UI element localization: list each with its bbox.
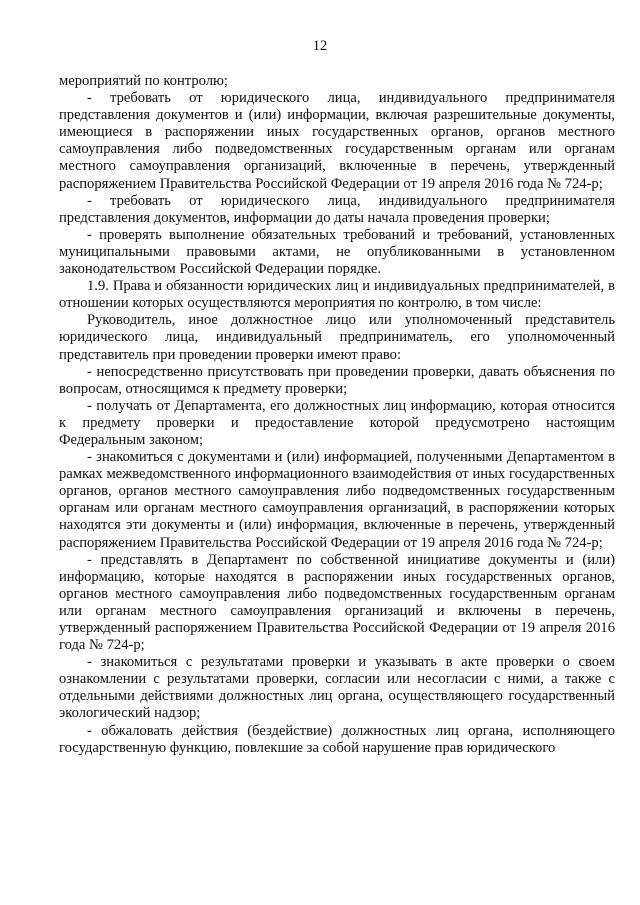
section-heading-paragraph: 1.9. Права и обязанности юридических лиц и индивидуальных предпринимателей, в отношении которых осуществляются мероприятия по контролю, в том числе: (59, 278, 615, 312)
paragraph: - требовать от юридического лица, индивидуального предпринимателя представления документов, информации до даты начала проведения проверки; (59, 192, 615, 226)
paragraph: - получать от Департамента, его должностных лиц информацию, которая относится к предмету проверки и предоставление которой предусмотрено настоящим Федеральным законом; (59, 397, 615, 448)
paragraph: - обжаловать действия (бездействие) должностных лиц органа, исполняющего государственную функцию, повлекшие за собой нарушение прав юридического (59, 722, 615, 756)
paragraph: - непосредственно присутствовать при проведении проверки, давать объяснения по вопросам, относящимся к предмету проверки; (59, 363, 615, 397)
paragraph: - знакомиться с результатами проверки и указывать в акте проверки о своем ознакомлении с результатами проверки, согласии или несогласии с ними, а также с отдельными действиями должностных лиц органа, осуществляющего государственный экологический надзор; (59, 654, 615, 722)
paragraph: - представлять в Департамент по собственной инициативе документы и (или) информацию, которые находятся в распоряжении иных государственных органов, органов местного самоуправления либо подведомственных государственным органам или органам местного самоуправления организаций и включены в перечень, утвержденный распоряжением Правительства Российской Федерации от 19 апреля 2016 года № 724-р; (59, 551, 615, 654)
document-body (59, 73, 615, 757)
paragraph: - требовать от юридического лица, индивидуального предпринимателя представления документов и (или) информации, включая разрешительные документы, имеющиеся в распоряжении иных государственных органов, органов местного самоуправления либо подведомственных государственным органам или органам местного самоуправления организаций, включенные в перечень, утвержденный распоряжением Правительства Российской Федерации от 19 апреля 2016 года № 724-р; (59, 90, 615, 192)
paragraph: - знакомиться с документами и (или) информацией, полученными Департаментом в рамках межведомственного информационного взаимодействия от иных государственных органов, органов местного самоуправления либо подведомственных государственным органам или органам местного самоуправления организаций, в распоряжении которых находятся эти документы и (или) информация, включенные в перечень, утвержденный распоряжением Правительства Российской Федерации от 19 апреля 2016 года № 724-р; (59, 449, 615, 551)
paragraph: Руководитель, иное должностное лицо или уполномоченный представитель юридического лица, индивидуальный предприниматель, его уполномоченный представитель при проведении проверки имеют право: (59, 312, 615, 363)
paragraph: - проверять выполнение обязательных требований и требований, установленных муниципальными правовыми актами, не опубликованными в установленном законодательством Российской Федерации порядке. (59, 226, 615, 278)
page-number: 12 (312, 38, 328, 54)
paragraph-continuation: мероприятий по контролю; (59, 73, 228, 89)
